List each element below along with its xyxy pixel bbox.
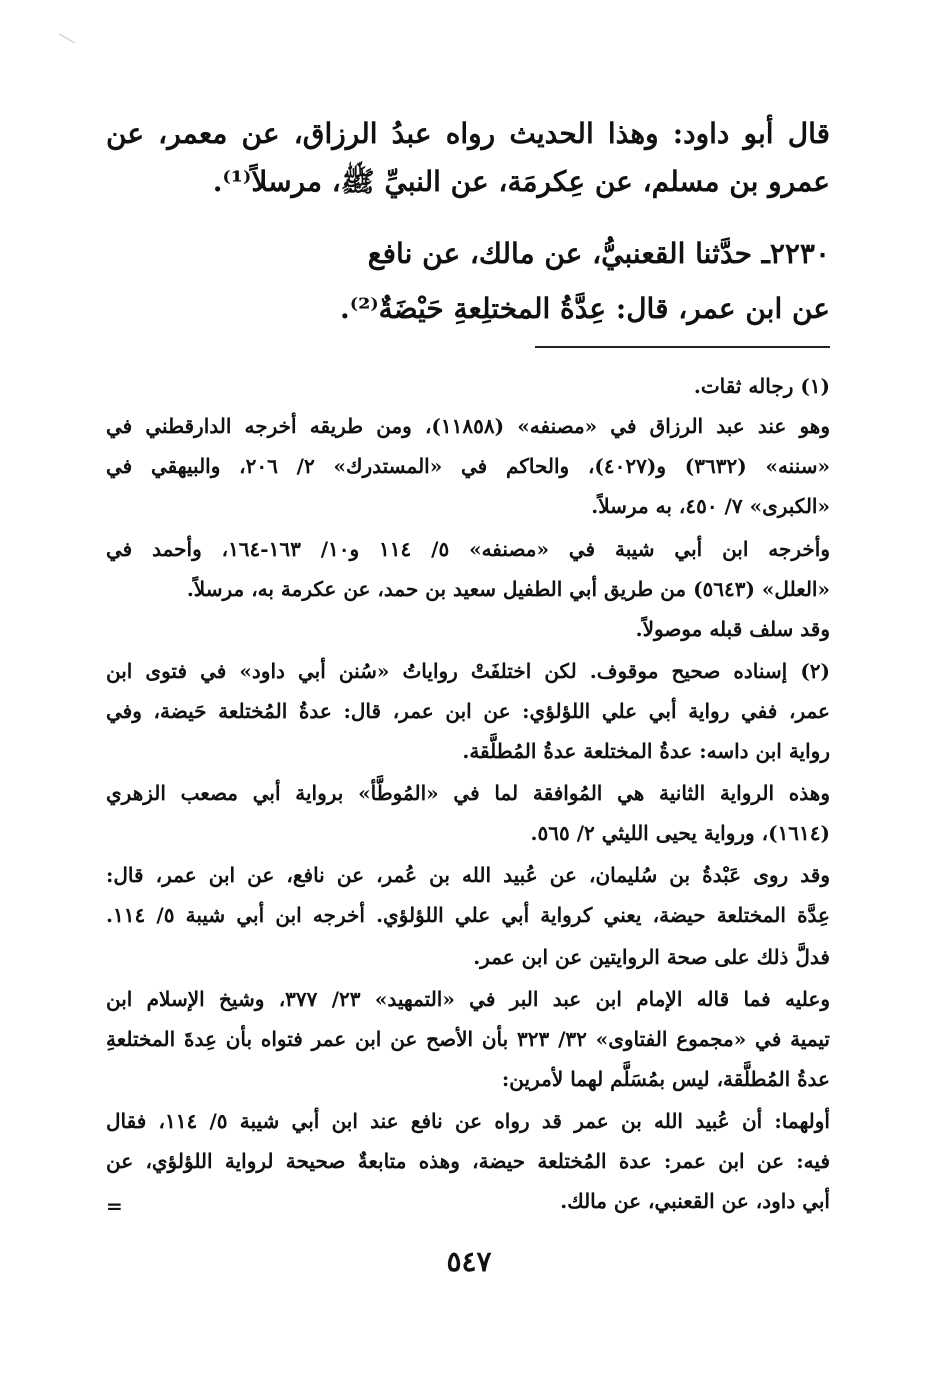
footnote-1-line-6: «العلل» (٥٦٤٣) من طريق أبي الطفيل سعيد بن حمد، عن عكرمة به، مرسلاً. <box>186 577 830 601</box>
footnote-2-line-2: عمر، ففي رواية أبي علي اللؤلؤي: عن ابن عمر، قال: عدةُ المُختلعة حَيضة، وفي <box>106 699 830 723</box>
footnote-2-line-1: (٢) إسناده صحيح موقوف. لكن اختلفَتْ رواياتُ «سُنن أبي داود» في فتوى ابن <box>106 659 830 683</box>
footnote-1-line-5: وأخرجه ابن أبي شيبة في «مصنفه» ٥/ ١١٤ و١٠/ ١٦٣-١٦٤، وأحمد في <box>106 537 830 561</box>
footnote-1-line-1: (١) رجاله ثقات. <box>693 374 830 398</box>
footnote-2-line-12: أولهما: أن عُبيد الله بن عمر قد رواه عن نافع عند ابن أبي شيبة ٥/ ١١٤، فقال <box>106 1109 830 1133</box>
footnote-2-line-10: تيمية في «مجموع الفتاوى» ٣٢/ ٣٢٣ بأن الأصح عن ابن عمر فتواه بأن عِدةَ المختلعةِ <box>106 1027 830 1051</box>
footnote-2-line-3: رواية ابن داسه: عدةُ المختلعة عدةُ المُطلَّقة. <box>462 739 830 763</box>
footnote-2-line-14: أبي داود، عن القعنبي، عن مالك. <box>560 1189 830 1213</box>
footnote-separator <box>535 346 830 348</box>
footnote-2-line-4: وهذه الرواية الثانية هي المُوافقة لما في «المُوطَّأ» برواية أبي مصعب الزهري <box>106 781 830 805</box>
footnote-2-line-8: فدلَّ ذلك على صحة الروايتين عن ابن عمر. <box>473 945 830 969</box>
hadith-number-line: ٢٢٣٠ـ حدَّثنا القعنبيُّ، عن مالك، عن نافع <box>367 237 830 270</box>
footnote-2-line-6: وقد روى عَبْدةُ بن سُليمان، عن عُبيد الله بن عُمر، عن نافع، عن ابن عمر، قال: <box>106 863 830 887</box>
hadith-text-line: عن ابن عمر، قال: عِدَّةُ المختلِعةِ حَيْضَةٌ⁽²⁾. <box>339 292 830 325</box>
footnote-1-line-3: «سننه» (٣٦٣٢) و(٤٠٢٧)، والحاكم في «المستدرك» ٢/ ٢٠٦، والبيهقي في <box>106 454 831 478</box>
scan-mark <box>59 34 75 44</box>
footnote-2-line-13: فيه: عن ابن عمر: عدة المُختلعة حيضة، وهذه متابعةٌ صحيحة لرواية اللؤلؤي، عن <box>106 1149 830 1173</box>
footnote-1-line-7: وقد سلف قبله موصولاً. <box>635 617 830 641</box>
main-text-line-2: عمرو بن مسلم، عن عِكرمَة، عن النبيِّ ﷺ، مرسلاً⁽¹⁾. <box>212 165 830 198</box>
main-text-line-1: قال أبو داود: وهذا الحديث رواه عبدُ الرزاق، عن معمر، عن <box>106 117 830 150</box>
continuation-mark: = <box>106 1194 123 1218</box>
footnote-2-line-5: (١٦١٤)، ورواية يحيى الليثي ٢/ ٥٦٥. <box>530 821 830 845</box>
page-number: ٥٤٧ <box>446 1245 492 1278</box>
footnote-1-line-2: وهو عند عبد الرزاق في «مصنفه» (١١٨٥٨)، ومن طريقه أخرجه الدارقطني في <box>106 414 830 438</box>
footnote-2-line-7: عِدَّة المختلعة حيضة، يعني كرواية أبي علي اللؤلؤي. أخرجه ابن أبي شيبة ٥/ ١١٤. <box>106 903 830 927</box>
footnote-2-line-11: عدةُ المُطلَّقة، ليس بمُسَلَّم لهما لأمرين: <box>501 1067 830 1091</box>
footnote-2-line-9: وعليه فما قاله الإمام ابن عبد البر في «التمهيد» ٢٣/ ٣٧٧، وشيخ الإسلام ابن <box>106 987 830 1011</box>
footnote-1-line-4: «الكبرى» ٧/ ٤٥٠، به مرسلاً. <box>591 494 830 518</box>
